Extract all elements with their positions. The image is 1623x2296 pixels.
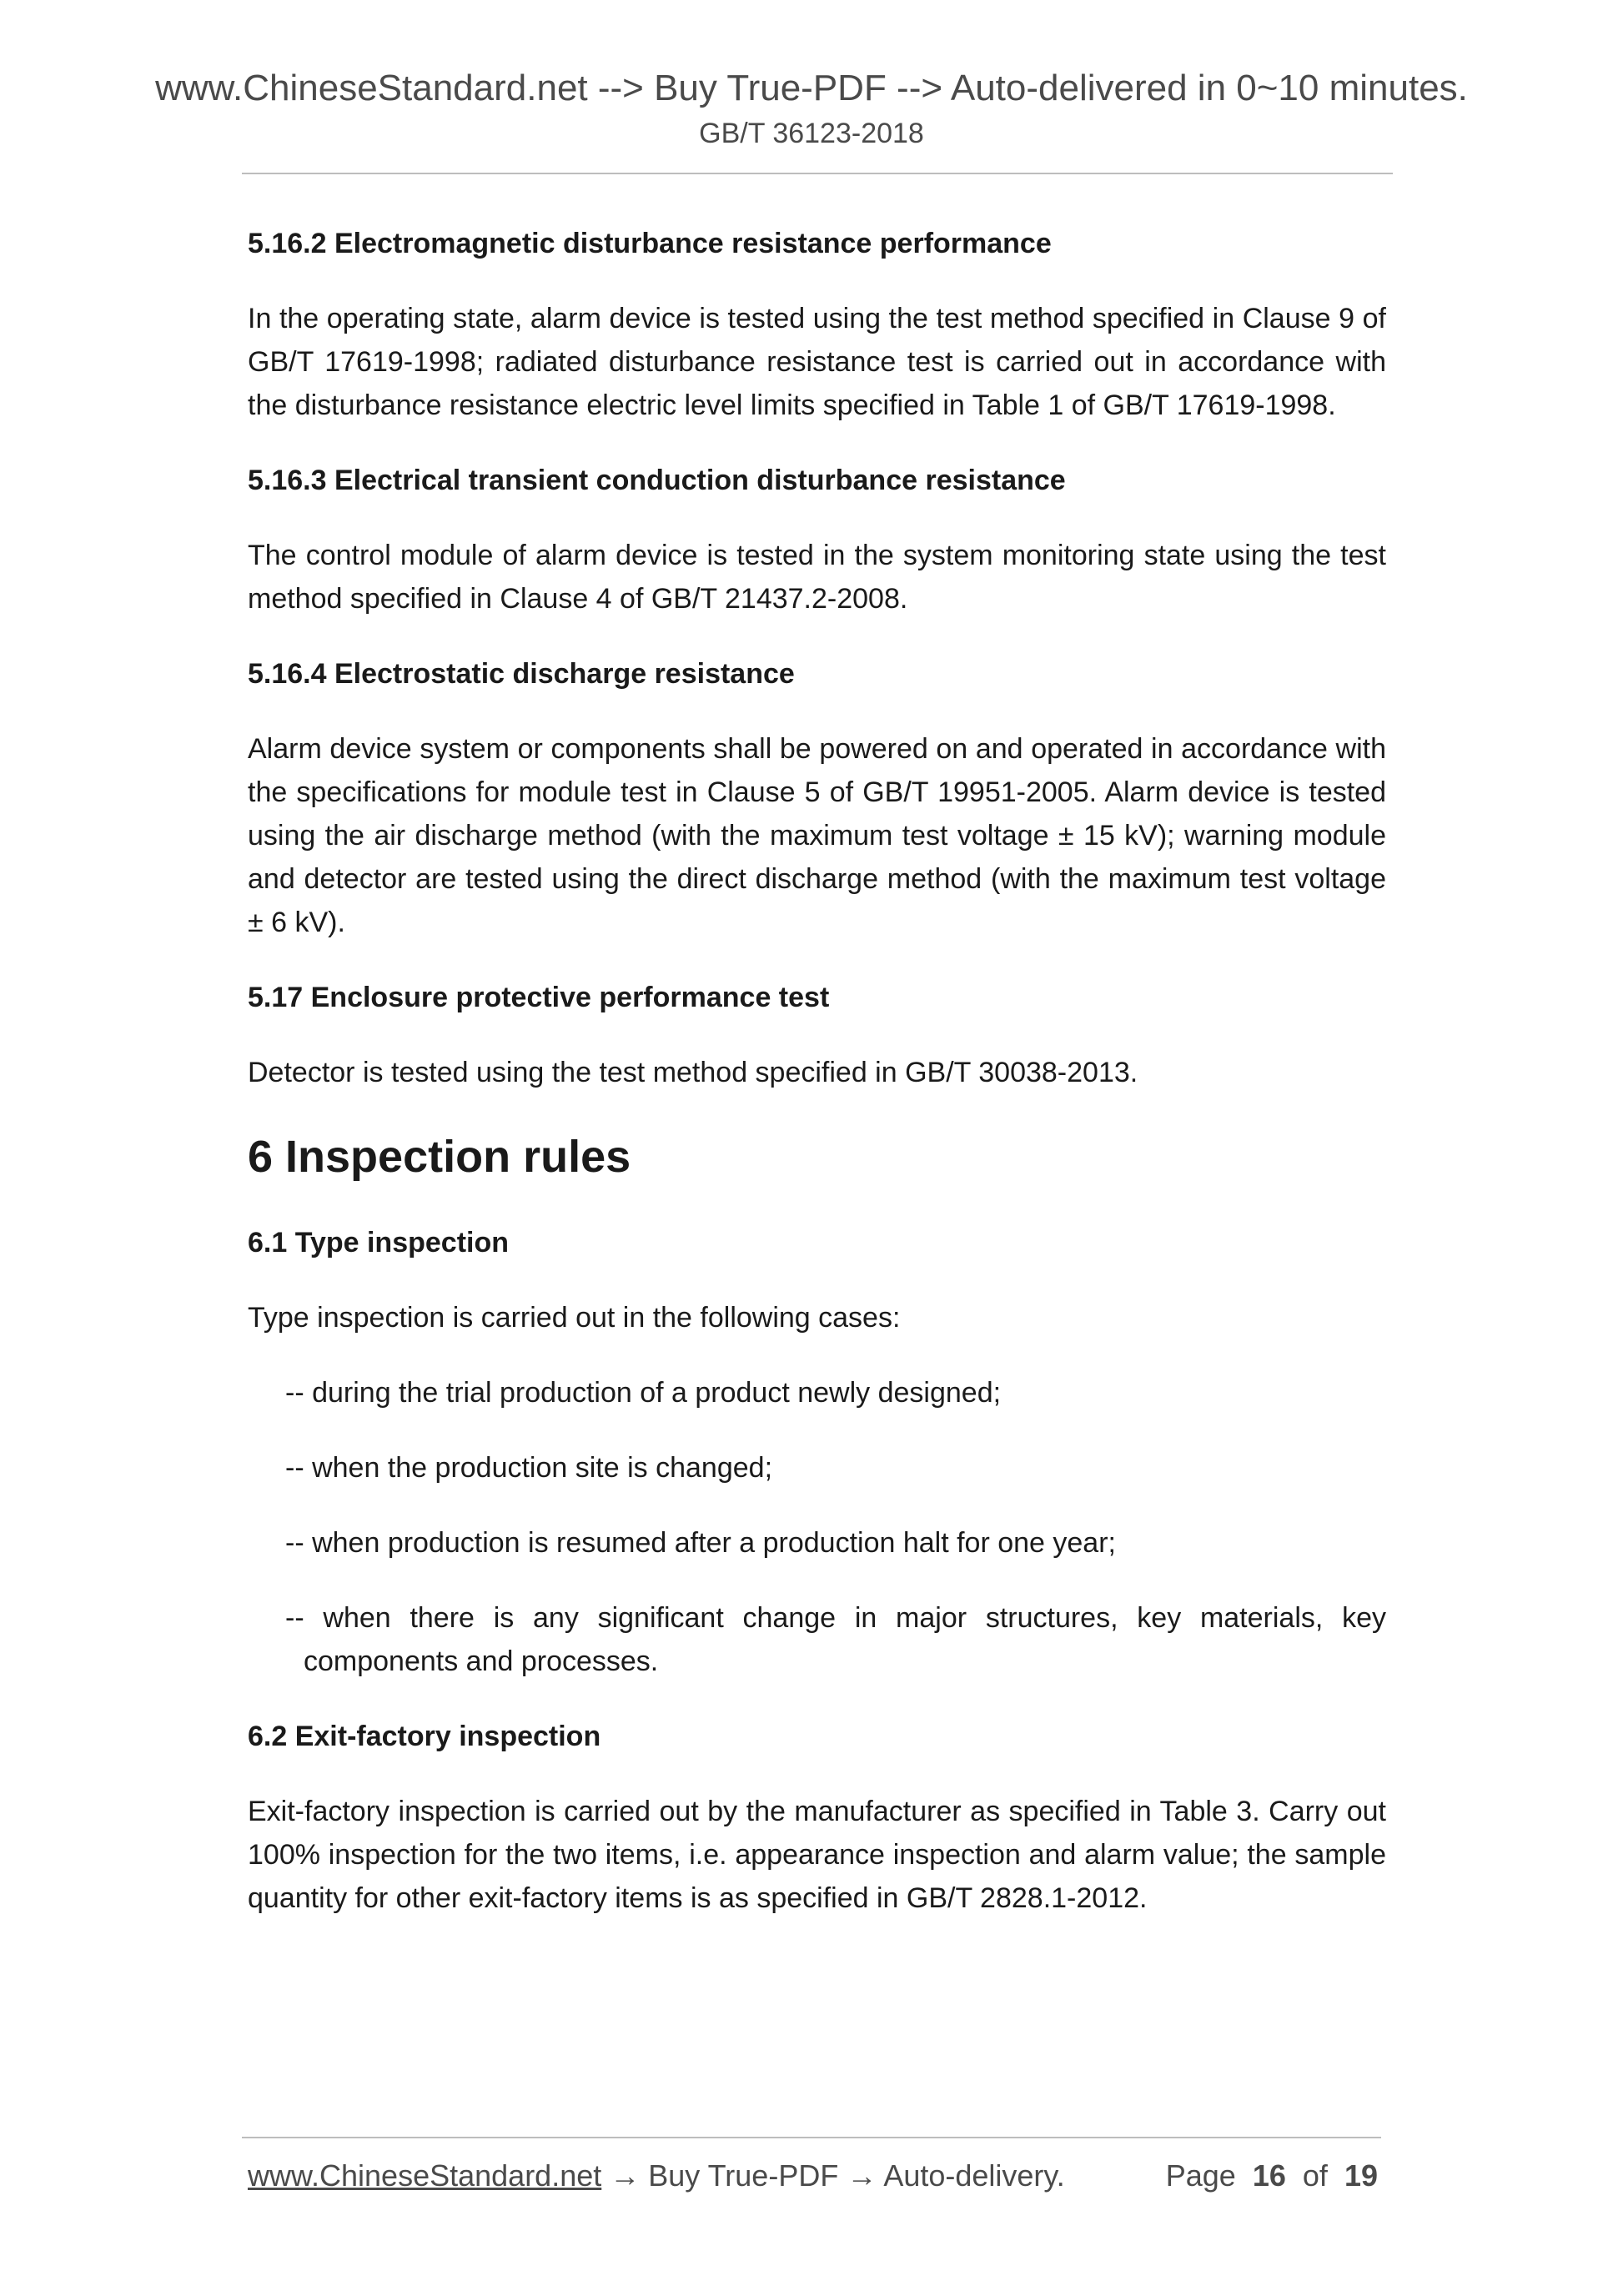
section-6-title: 6 Inspection rules bbox=[248, 1132, 631, 1182]
section-5-16-4-text: Alarm device system or components shall be powered on and operated in accordance with the specifications for module test in Clause 5 of GB/T 19951-2005. Alarm device is tested using the air discharge method (with the maximum test voltage ± 15 kV); warning module and detector are tested using the direct discharge method (with the maximum test voltage ± 6 kV). bbox=[248, 733, 1386, 938]
footer-divider bbox=[242, 2137, 1381, 2138]
list-item: -- when there is any significant change in major structures, key materials, key components and processes. bbox=[285, 1602, 1386, 1677]
footer-site-link[interactable]: www.ChineseStandard.net bbox=[248, 2158, 602, 2193]
footer-left bbox=[248, 2155, 1065, 2197]
header-divider bbox=[242, 173, 1393, 174]
section-5-17-title: 5.17 Enclosure protective performance test bbox=[248, 982, 830, 1013]
page-total: 19 bbox=[1344, 2158, 1378, 2193]
section-5-16-2-text: In the operating state, alarm device is tested using the test method specified in Clause 9 of GB/T 17619-1998; radiated disturbance resistance test is carried out in accordance with the disturbance resistance electric level limits specified in Table 1 of GB/T 17619-1998. bbox=[248, 303, 1386, 421]
section-6-1-title: 6.1 Type inspection bbox=[248, 1227, 510, 1259]
section-5-16-3-text: The control module of alarm device is tested in the system monitoring state using the test method specified in Clause 4 of GB/T 21437.2-2008. bbox=[248, 540, 1386, 615]
section-6-2-title: 6.2 Exit-factory inspection bbox=[248, 1721, 601, 1752]
document-id: GB/T 36123-2018 bbox=[699, 118, 924, 149]
section-6-1-intro: Type inspection is carried out in the following cases: bbox=[248, 1302, 901, 1334]
list-item: -- when production is resumed after a production halt for one year; bbox=[285, 1527, 1116, 1559]
of-label: of bbox=[1302, 2158, 1328, 2193]
page-content bbox=[248, 222, 1386, 1952]
footer-tagline: → Buy True-PDF → Auto-delivery. bbox=[601, 2158, 1065, 2193]
page-label: Page bbox=[1165, 2158, 1236, 2193]
header-banner: www.ChineseStandard.net --> Buy True-PDF --> Auto-delivered in 0~10 minutes. bbox=[155, 68, 1468, 108]
section-5-17-text: Detector is tested using the test method specified in GB/T 30038-2013. bbox=[248, 1057, 1138, 1088]
list-item: -- when the production site is changed; bbox=[285, 1452, 773, 1484]
page-footer bbox=[248, 2155, 1378, 2197]
section-5-16-4-title: 5.16.4 Electrostatic discharge resistance bbox=[248, 658, 795, 690]
section-5-16-2-title: 5.16.2 Electromagnetic disturbance resistance performance bbox=[248, 228, 1052, 259]
list-item: -- during the trial production of a product newly designed; bbox=[285, 1377, 1002, 1409]
section-5-16-3-title: 5.16.3 Electrical transient conduction disturbance resistance bbox=[248, 465, 1066, 496]
page-indicator bbox=[1166, 2155, 1378, 2197]
page-current: 16 bbox=[1252, 2158, 1286, 2193]
section-6-2-text: Exit-factory inspection is carried out by the manufacturer as specified in Table 3. Carry out 100% inspection for the two items, i.e. appearance inspection and alarm value; the sample quantity for other exit-factory items is as specified in GB/T 2828.1-2012. bbox=[248, 1796, 1386, 1914]
